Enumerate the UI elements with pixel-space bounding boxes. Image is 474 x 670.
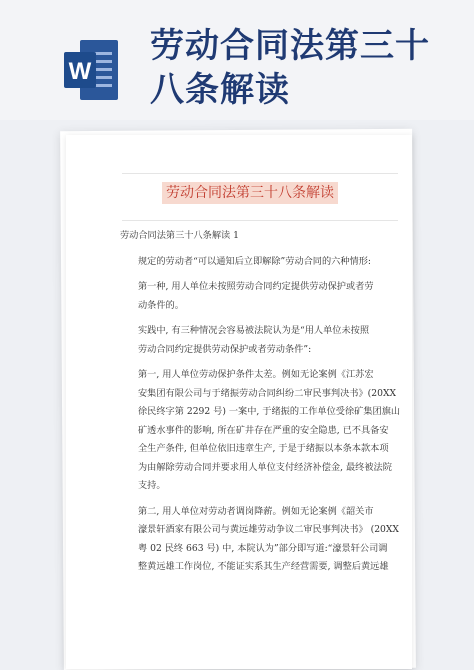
document-line: 徐民终字第 2292 号) 一案中, 于绪振的工作单位受徐矿集团旗山 xyxy=(138,406,401,417)
word-document-icon xyxy=(62,38,120,102)
banner-title: 劳动合同法第三十八条解读 xyxy=(150,26,430,110)
document-title-frame xyxy=(122,173,398,221)
document-line: 劳动合同约定提供劳动保护或者劳动条件”: xyxy=(138,343,312,355)
document-line: 全生产条件, 但单位依旧违章生产, 于是于绪振以本条本款本项 xyxy=(138,443,389,454)
document-body xyxy=(120,227,401,584)
document-paragraph xyxy=(120,366,401,496)
document-line: 第二, 用人单位对劳动者调岗降薪。例如无论案例《韶关市 xyxy=(138,505,374,517)
document-line: 整黄远雄工作岗位, 不能证实系其生产经营需要, 调整后黄远雄 xyxy=(138,561,389,572)
document-line: 实践中, 有三种情况会容易被法院认为是“用人单位未按照 xyxy=(138,325,370,336)
document-paragraph xyxy=(120,253,371,272)
document-line: 濠景轩酒家有限公司与黄远雄劳动争议二审民事判决书》 (20XX xyxy=(138,524,399,535)
document-line: 为由解除劳动合同并要求用人单位支付经济补偿金, 最终被法院 xyxy=(138,461,392,473)
header-banner xyxy=(0,0,474,120)
document-line: 第一, 用人单位劳动保护条件太差。例如无论案例《江苏宏 xyxy=(138,369,374,380)
document-paragraph xyxy=(120,322,370,359)
document-line: 动条件的。 xyxy=(138,299,184,311)
document-line: 第一种, 用人单位未按照劳动合同约定提供劳动保护或者劳 xyxy=(138,281,374,292)
word-icon-letter: W xyxy=(68,58,92,85)
document-title: 劳动合同法第三十八条解读 xyxy=(162,182,338,204)
document-line: 矿透水事件的影响, 所在矿井存在严重的安全隐患, 已不具备安 xyxy=(138,424,389,436)
document-line: 支持。 xyxy=(138,480,166,491)
document-page xyxy=(66,135,412,669)
document-paragraph xyxy=(120,503,399,577)
document-paragraph xyxy=(120,278,374,315)
document-paragraph xyxy=(120,227,362,246)
document-line: 规定的劳动者“可以通知后立即解除”劳动合同的六种情形: xyxy=(138,255,371,267)
document-line: 安集团有限公司与于绪振劳动合同纠纷二审民事判决书》(20XX xyxy=(138,387,397,399)
document-line: 粤 02 民终 663 号) 中, 本院认为”部分即写道:“濠景轩公司调 xyxy=(138,542,388,554)
document-line: 劳动合同法第三十八条解读 1 xyxy=(120,230,240,241)
